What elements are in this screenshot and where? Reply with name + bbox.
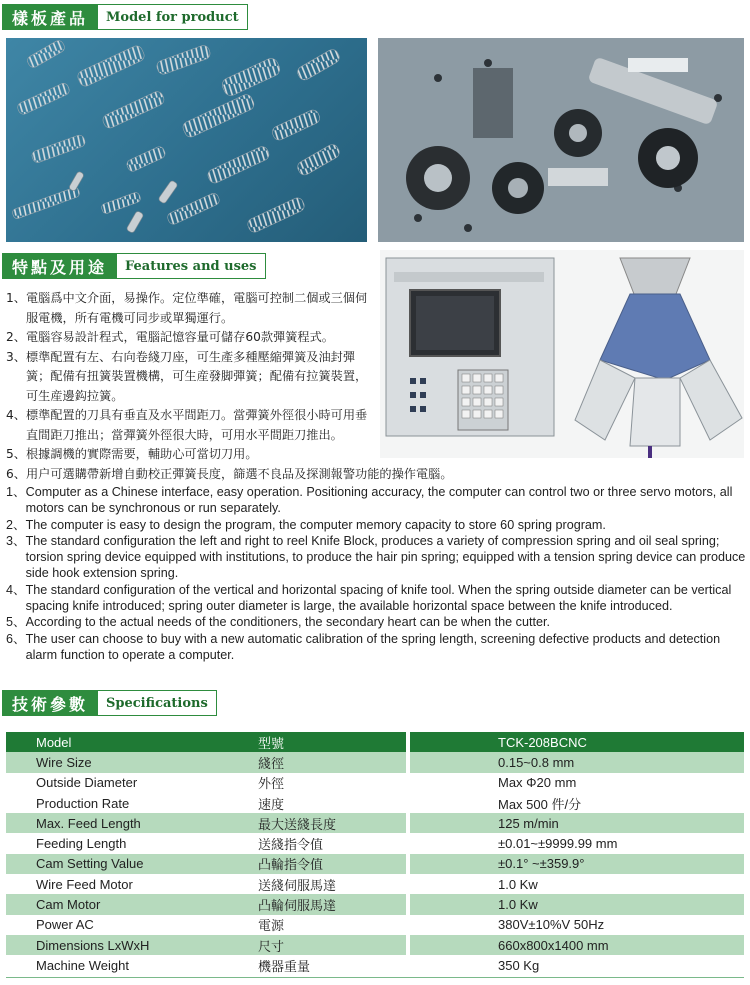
list-item: 4、 The standard configuration of the vertical and horizontal spacing of knife tool. When the spring outside diameter can be vertical spacing knife introduced; spring outer diameter is large, the available horizontal space between the knife introduced. <box>6 582 732 614</box>
list-item: 4、 標準配置的刀具有垂直及水平間距刀。當彈簧外徑很小時可用垂直間距刀推出；當彈簧外徑很大時，可用水平間距刀推出。 <box>6 408 368 442</box>
machine-head-illustration <box>378 38 744 242</box>
features-cn-list <box>6 289 453 484</box>
table-row: Cam Motor 凸輪伺服馬達 1.0 Kw <box>6 894 744 914</box>
machine-head-photo <box>378 38 744 242</box>
section-title-cn: 技術參數 <box>2 690 98 716</box>
header-cell: Model <box>6 732 258 752</box>
section-title-en: Specifications <box>98 690 217 716</box>
section-header-samples <box>2 4 248 30</box>
table-row: Wire Feed Motor 送綫伺服馬達 1.0 Kw <box>6 874 744 894</box>
spring-samples-illustration <box>6 38 367 242</box>
table-row: Production Rate 速度 Max 500 件/分 <box>6 793 744 813</box>
table-row: Feeding Length 送綫指令值 ±0.01~±9999.99 mm <box>6 833 744 853</box>
list-item: 3、 The standard configuration the left and right to reel Knife Block, produces a variety of compression spring and oil seal spring; torsion spring device equipped with institutions, to produce the hair pin spring; equipped with a tension spring device can produce side hook extension spring. <box>6 533 746 581</box>
table-row: Outside Diameter 外徑 Max Φ20 mm <box>6 773 744 793</box>
section-title-cn: 樣板產品 <box>2 4 98 30</box>
section-header-features <box>2 253 266 279</box>
table-header-row <box>6 732 744 752</box>
section-title-cn: 特點及用途 <box>2 253 117 279</box>
features-en-list <box>6 484 746 663</box>
list-item: 1、 Computer as a Chinese interface, easy operation. Positioning accuracy, the computer can control two or three servo motors, all motors can be synchronous or run separately. <box>6 485 733 516</box>
list-item: 6、 用户可選購帶新增自動校正彈簧長度，篩選不良品及探測報警功能的操作電腦。 <box>6 466 453 481</box>
section-header-specs <box>2 690 217 716</box>
spec-table <box>6 732 744 976</box>
list-item: 3、 標準配置有左、右向卷綫刀座，可生產多種壓縮彈簧及油封彈簧；配備有扭簧裝置機構，可生産發脚彈簧；配備有拉簧裝置，可生産邊鈎拉簧。 <box>6 349 368 403</box>
spring-samples-photo <box>6 38 367 242</box>
list-item: 2、 The computer is easy to design the program, the computer memory capacity to store 60 spring program. <box>6 517 606 532</box>
header-cell: 型號 <box>258 732 408 752</box>
control-cabinet-photo <box>380 250 744 458</box>
list-item: 5、 根據調機的實際需要，輔助心可當切刀用。 <box>6 447 258 461</box>
control-cabinet-illustration <box>380 250 744 458</box>
list-item: 2、 電腦容易設計程式，電腦記憶容量可儲存60款彈簧程式。 <box>6 330 334 344</box>
section-title-en: Features and uses <box>117 253 266 279</box>
table-row: Machine Weight 機器重量 350 Kg <box>6 955 744 975</box>
table-row: Max. Feed Length 最大送綫長度 125 m/min <box>6 813 744 833</box>
header-cell: TCK-208BCNC <box>408 732 744 752</box>
table-bottom-rule <box>6 977 744 978</box>
list-item: 5、 According to the actual needs of the conditioners, the secondary heart can be when the cutter. <box>6 615 550 630</box>
table-row: Cam Setting Value 凸輪指令值 ±0.1° ~±359.9° <box>6 854 744 874</box>
table-row: Wire Size 綫徑 0.15~0.8 mm <box>6 752 744 772</box>
list-item: 1、 電腦爲中文介面，易操作。定位準確，電腦可控制二個或三個伺服電機，所有電機可同步或單獨運行。 <box>6 291 368 325</box>
table-row: Dimensions LxWxH 尺寸 660x800x1400 mm <box>6 935 744 955</box>
section-title-en: Model for product <box>98 4 248 30</box>
table-row: Power AC 電源 380V±10%V 50Hz <box>6 915 744 935</box>
list-item: 6、 The user can choose to buy with a new automatic calibration of the spring length, screening defective products and detection alarm function to operate a computer. <box>6 631 721 662</box>
